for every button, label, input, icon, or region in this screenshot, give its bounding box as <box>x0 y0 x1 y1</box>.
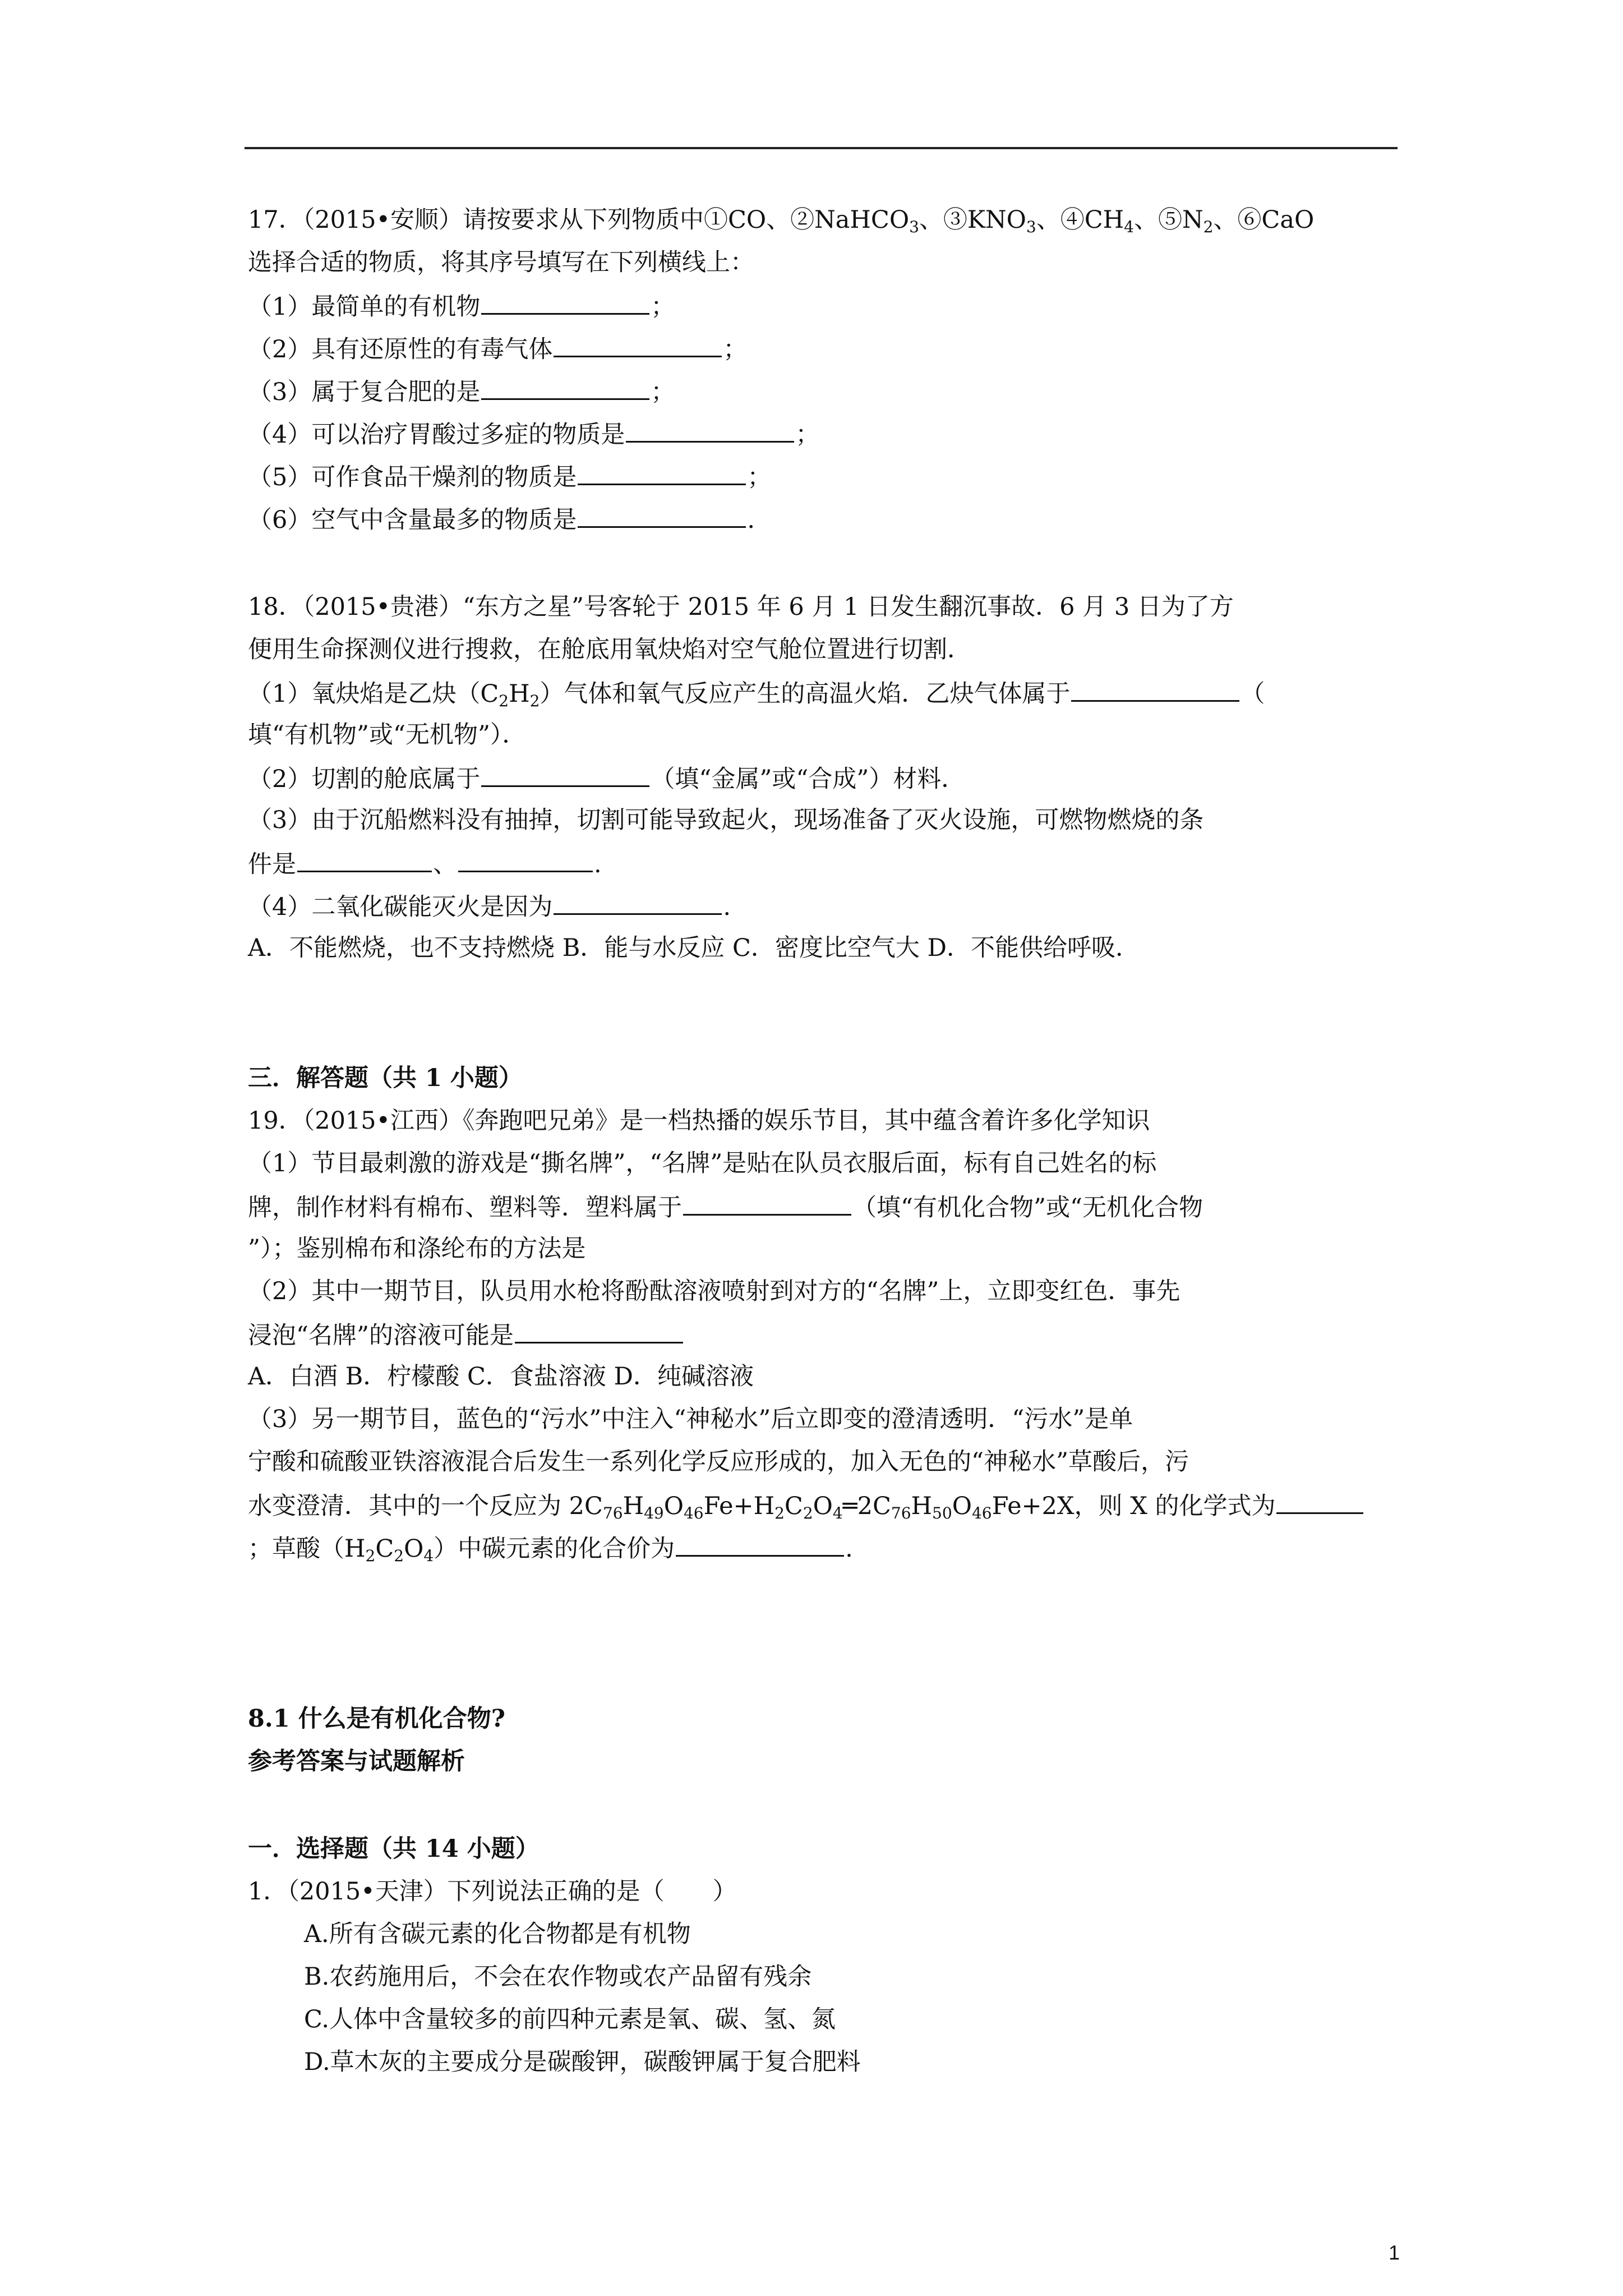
answer-blank[interactable] <box>481 761 649 787</box>
q18-options: A．不能燃烧，也不支持燃烧 B．能与水反应 C．密度比空气大 D．不能供给呼吸． <box>248 934 1140 962</box>
answer-blank[interactable] <box>1276 1488 1363 1514</box>
answer-blank[interactable] <box>1071 675 1239 702</box>
q18-line: （4）二氧化碳能灭火是因为 . <box>248 889 731 922</box>
q17-item: （2）具有还原性的有毒气体 ； <box>248 331 747 365</box>
q18-line: 填“有机物”或“无机物”）． <box>248 721 527 749</box>
q19-line: ”）；鉴别棉布和涤纶布的方法是 <box>248 1235 586 1263</box>
q18-line: 便用生命探测仪进行搜救，在舱底用氧炔焰对空气舱位置进行切割． <box>248 636 971 664</box>
answer-q1-stem: 1．（2015•天津）下列说法正确的是（ ） <box>248 1878 737 1906</box>
q19-line: （1）节目最刺激的游戏是“撕名牌”，“名牌”是贴在队员衣服后面，标有自己姓名的标 <box>248 1149 1157 1177</box>
answer-q1-option: B.农药施用后，不会在农作物或农产品留有残余 <box>304 1963 812 1991</box>
answer-blank[interactable] <box>458 846 593 872</box>
header-rule <box>245 147 1398 149</box>
section-heading: 三．解答题（共 1 小题） <box>248 1064 523 1092</box>
q19-line: 浸泡“名牌”的溶液可能是 <box>248 1317 684 1351</box>
answer-blank[interactable] <box>626 416 794 443</box>
answers-subtitle: 参考答案与试题解析 <box>248 1747 465 1775</box>
answer-q1-option: A.所有含碳元素的化合物都是有机物 <box>304 1920 691 1948</box>
q17-item: （4）可以治疗胃酸过多症的物质是 ； <box>248 416 819 450</box>
answer-blank[interactable] <box>676 1530 844 1557</box>
section-heading: 一．选择题（共 14 小题） <box>248 1835 540 1863</box>
q17-item: （1）最简单的有机物 ； <box>248 288 675 322</box>
q19-line: 宁酸和硫酸亚铁溶液混合后发生一系列化学反应形成的，加入无色的“神秘水”草酸后，污 <box>248 1448 1189 1476</box>
answer-blank[interactable] <box>578 501 746 528</box>
q19-line: ；草酸$(H_2C_2O_4)$中碳元素的化合价为 . <box>248 1530 853 1564</box>
answer-q1-option: D.草木灰的主要成分是碳酸钾，碳酸钾属于复合肥料 <box>304 2048 861 2076</box>
q19-equation-line: 水变澄清．其中的一个反应为 $2C_{76}H_{49}O_{46}Fe+H_2C_2O_4═2C_{76}H_{50}O_{46}Fe+2X$，则 X 的化学式为 <box>248 1488 1364 1521</box>
q17-instruction: 选择合适的物质，将其序号填写在下列横线上： <box>248 249 754 277</box>
q19-line: 牌，制作材料有棉布、塑料等．塑料属于 （填“有机化合物”或“无机化合物 <box>248 1189 1203 1223</box>
q17-item: （6）空气中含量最多的物质是 . <box>248 501 755 535</box>
answer-q1-option: C.人体中含量较多的前四种元素是氧、碳、氢、氮 <box>304 2005 836 2033</box>
answers-title: 8.1 什么是有机化合物? <box>248 1705 505 1733</box>
answer-blank[interactable] <box>481 374 649 400</box>
answer-blank[interactable] <box>683 1189 851 1216</box>
answer-blank[interactable] <box>481 288 649 315</box>
q19-line: （3）另一期节目，蓝色的“污水”中注入“神秘水”后立即变的澄清透明．“污水”是单 <box>248 1405 1133 1433</box>
answer-blank[interactable] <box>297 846 432 872</box>
q18-line: 件是 、 . <box>248 846 602 880</box>
q19-options: A．白酒 B．柠檬酸 C．食盐溶液 D．纯碱溶液 <box>248 1363 754 1391</box>
q18-line: （1）氧炔焰是乙炔$(C_2H_2)$气体和氧气反应产生的高温火焰．乙炔气体属于 （ <box>248 675 1265 709</box>
q17-intro: 17．（2015•安顺）请按要求从下列物质中①CO、②NaHCO$_3$、$③KNO_3$、$④CH_4$、$⑤N_2$、⑥CaO <box>248 206 1315 236</box>
q18-line: （2）切割的舱底属于 （填“金属”或“合成”）材料． <box>248 761 965 794</box>
q17-item: （3）属于复合肥的是 ； <box>248 374 675 407</box>
answer-blank[interactable] <box>554 331 722 357</box>
answer-blank[interactable] <box>554 889 722 915</box>
page-number: 1 <box>1389 2241 1400 2264</box>
answer-blank[interactable] <box>578 459 746 485</box>
q18-line: 18．（2015•贵港）“东方之星”号客轮于 2015 年 6 月 1 日发生翻沉事故．6 月 3 日为了方 <box>248 593 1234 621</box>
q19-line: （2）其中一期节目，队员用水枪将酚酞溶液喷射到对方的“名牌”上，立即变红色．事先 <box>248 1277 1181 1305</box>
q18-line: （3）由于沉船燃料没有抽掉，切割可能导致起火，现场准备了灭火设施，可燃物燃烧的条 <box>248 806 1204 834</box>
answer-blank[interactable] <box>515 1317 683 1343</box>
q17-item: （5）可作食品干燥剂的物质是 ； <box>248 459 771 493</box>
q19-line: 19．（2015•江西）《奔跑吧兄弟》是一档热播的娱乐节目，其中蕴含着许多化学知识 <box>248 1107 1150 1135</box>
